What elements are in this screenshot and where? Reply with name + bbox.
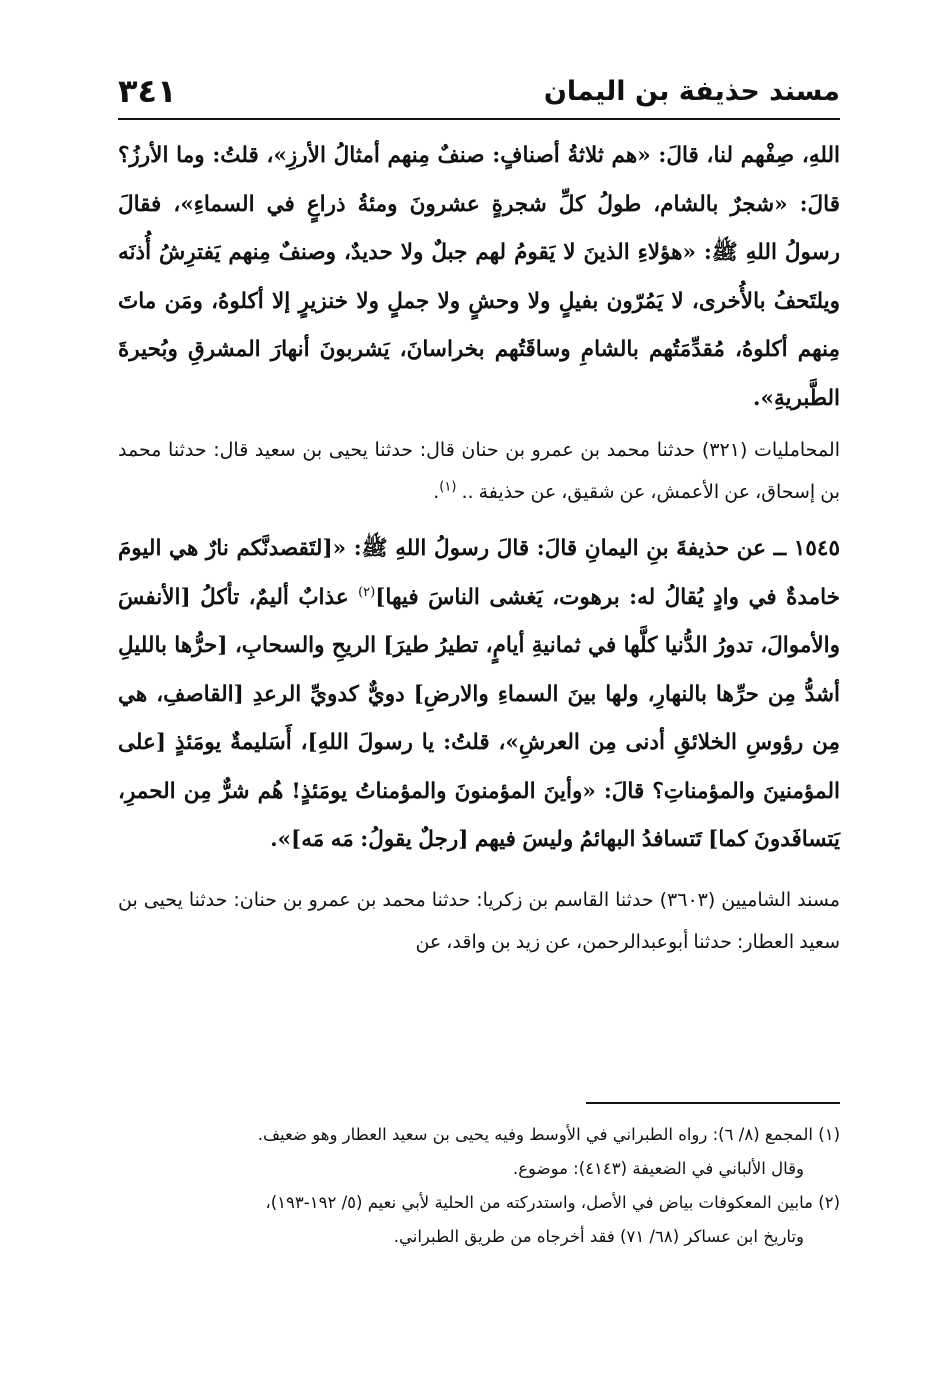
footnote-2-line2: وتاريخ ابن عساكر (٦٨/ ٧١) فقد أخرجاه من طريق الطبراني. (393, 1227, 804, 1246)
hadith-text-part1: عن حذيفةَ بنِ اليمانِ قالَ: قالَ رسولُ اللهِ ﷺ: «[لتَقصدنَّكم نارٌ هي اليومَ خامدةٌ في وادٍ يُقالُ له: برهوت، يَغشى الناسَ فيها] (118, 536, 840, 610)
footnotes (118, 1118, 840, 1254)
footnote-divider (586, 1102, 840, 1104)
hadith-text-part2: عذابٌ أليمٌ، تأكلُ [الأنفسَ والأموالَ، تدورُ الدُّنيا كلَّها في ثمانيةِ أيامٍ، تطيرُ طيرَ] الريحِ والسحابِ، [حرُّها بالليلِ أشدُّ مِن حرِّها بالنهارِ، ولها بينَ السماءِ والارضِ] دويٌّ كدويِّ الرعدِ [القاصفِ، هي مِن رؤوسِ الخلائقِ أدنى مِن العرشِ»، قلتُ: يا رسولَ اللهِ]، أَسَليمةٌ يومَئذٍ [على المؤمنينَ والمؤمناتِ؟ قالَ: «وأينَ المؤمنونَ والمؤمناتُ يومَئذٍ! هُم شرٌّ مِن الحمرِ، يَتسافَدونَ كما] تَتسافدُ البهائمُ وليسَ فيهم [رجلٌ يقولُ: مَه مَه]». (118, 584, 840, 852)
source-note-1-text: المحامليات (٣٢١) حدثنا محمد بن عمرو بن حنان قال: حدثنا يحيى بن سعيد قال: حدثنا محمد بن إسحاق، عن الأعمش، عن شقيق، عن حذيفة .. (118, 439, 840, 503)
hadith-continuation: اللهِ، صِفْهم لنا، قالَ: «هم ثلاثةُ أصنافٍ: صنفٌ مِنهم أمثالُ الأرزِ»، قلتُ: وما الأرزُ؟ قالَ: «شجرٌ بالشام، طولُ كلِّ شجرةٍ عشرونَ ومئةُ ذراعٍ في السماءِ»، فقالَ رسولُ اللهِ ﷺ: «هؤلاءِ الذينَ لا يَقومُ لهم جبلٌ ولا حديدٌ، وصنفٌ مِنهم يَفترِشُ أُذنَه ويلتَحفُ بالأُخرى، لا يَمُرّون بفيلٍ ولا وحشٍ ولا جملٍ ولا خنزيرٍ إلا أكلوهُ، ومَن ماتَ مِنهم أكلوهُ، مُقدِّمَتُهم بالشامِ وساقَتُهم بخراسانَ، يَشربونَ أنهارَ المشرقِ وبُحيرةَ الطَّبريةِ». (118, 143, 840, 411)
running-header (118, 70, 840, 120)
hadith-1545 (118, 525, 840, 865)
source-note-2: مسند الشاميين (٣٦٠٣) حدثنا القاسم بن زكريا: حدثنا محمد بن عمرو بن حنان: حدثنا يحيى بن سعيد العطار: حدثنا أبوعبدالرحمن، عن زيد بن واقد، عن (118, 888, 840, 953)
hadith-dash: ــ (765, 536, 794, 561)
footnote-2 (118, 1186, 840, 1254)
footnote-1 (118, 1118, 840, 1186)
book-page (118, 70, 840, 1246)
footnote-2-label: (٢) (818, 1193, 840, 1212)
hadith-number: ١٥٤٥ (793, 536, 840, 561)
main-text (118, 132, 840, 963)
footnote-1-line2: وقال الألباني في الضعيفة (٤١٤٣): موضوع. (512, 1159, 804, 1178)
footnote-2-line1: مابين المعكوفات بياض في الأصل، واستدركته من الحلية لأبي نعيم (٥/ ١٩٢-١٩٣)، (265, 1193, 813, 1212)
running-title: مسند حذيفة بن اليمان (543, 76, 840, 107)
footnote-1-line1: المجمع (٨/ ٦): رواه الطبراني في الأوسط وفيه يحيى بن سعيد العطار وهو ضعيف. (257, 1125, 813, 1144)
footnote-1-label: (١) (818, 1125, 840, 1144)
source-note-1: المحامليات (٣٢١) حدثنا محمد بن عمرو بن حنان قال: حدثنا يحيى بن سعيد قال: حدثنا محمد بن إسحاق، عن الأعمش، عن شقيق، عن حذيفة .. $^{(١)}$. (118, 439, 840, 503)
page-number: ٣٤١ (118, 72, 177, 110)
footnote-ref-2[interactable]: (٢) (358, 584, 376, 600)
footnote-ref-1[interactable]: (١) (439, 479, 457, 495)
